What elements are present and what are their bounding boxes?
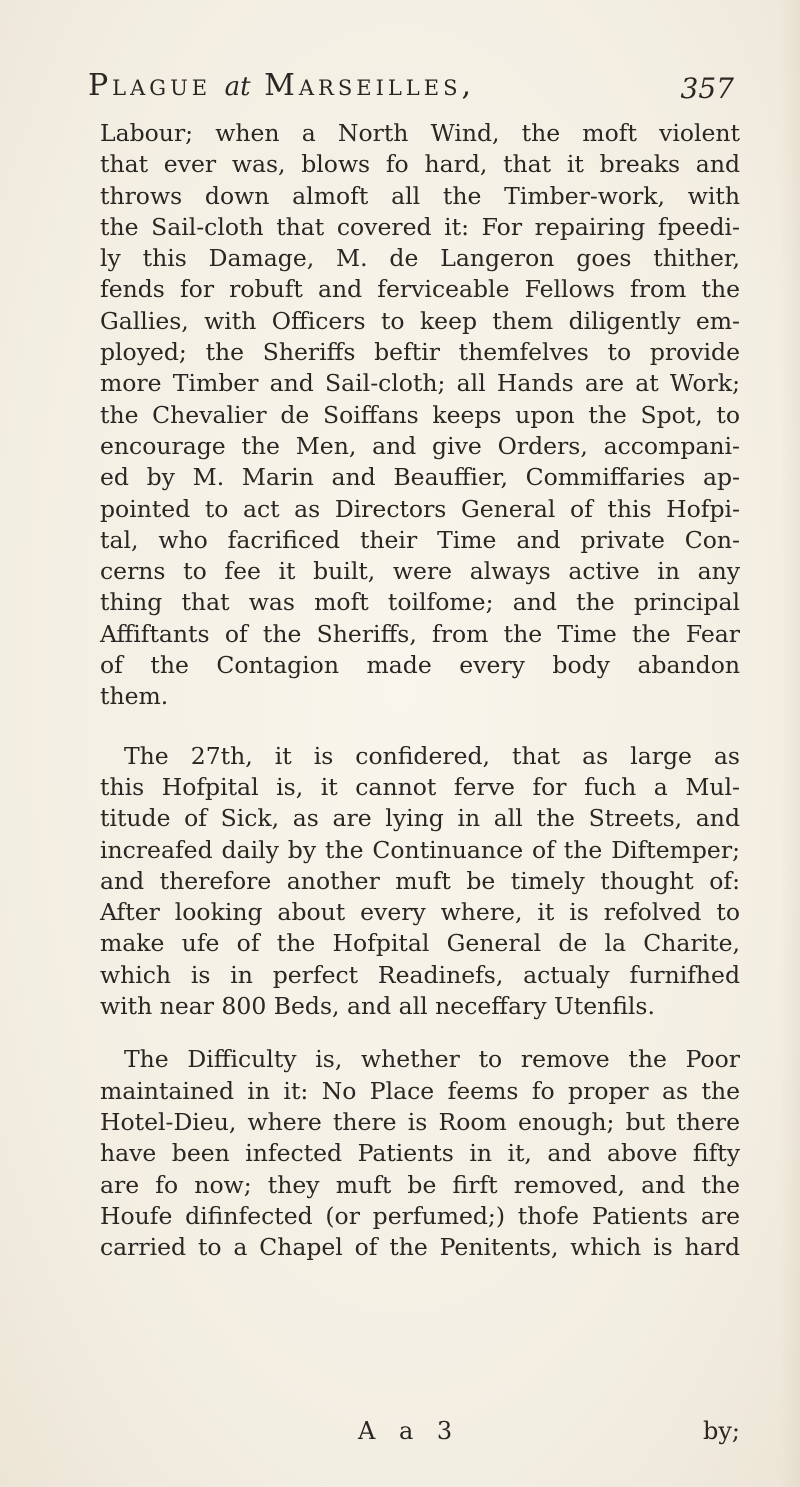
text-line: that ever was, blows fo hard, that it breaks and [100,150,740,179]
text-line: cerns to fee it built, were always active in any [100,557,740,586]
text-line: with near 800 Beds, and all neceffary Utenfils. [100,992,655,1021]
text-line: and therefore another muft be timely thought of: [100,866,740,895]
catchword: by; [702,1417,740,1445]
text-line: The Difficulty is, whether to remove the Poor [124,1045,740,1074]
text-line: titude of Sick, as are lying in all the Streets, and [100,804,740,833]
text-line: are fo now; they muft be firft removed, and the [100,1170,740,1199]
running-title-connector: at [224,72,251,102]
text-line: maintained in it: No Place feems fo proper as the [100,1076,740,1105]
text-line: The 27th, it is confidered, that as large as [124,741,740,770]
text-line: pointed to act as Directors General of this Hofpi- [100,494,740,523]
text-line: fends for robuft and ferviceable Fellows from the [100,275,740,304]
text-line: encourage the Men, and give Orders, accompani- [100,431,740,460]
body-text [100,118,740,1263]
text-line: tal, who facrificed their Time and private Con- [100,525,740,554]
signature-mark: A a 3 [358,1417,461,1445]
text-line: throws down almoft all the Timber-work, with [100,181,740,210]
text-line: Affiftants of the Sheriffs, from the Time the Fear [100,619,740,648]
text-line: this Hofpital is, it cannot ferve for fuch a Mul- [100,772,740,801]
paragraph-2 [100,741,740,1023]
paragraph-3 [100,1044,740,1263]
text-line: ployed; the Sheriffs beftir themfelves to provide [100,338,740,367]
page-number: 357 [680,72,734,105]
page-edge-shadow [780,0,800,1487]
text-line: Labour; when a North Wind, the moft violent [100,119,740,147]
text-line: them. [100,682,169,711]
text-line: Hotel-Dieu, where there is Room enough; but there [100,1107,740,1136]
paragraph-1 [100,118,740,713]
text-line: have been infected Patients in it, and above fifty [100,1139,740,1168]
running-title [88,68,475,103]
text-line: thing that was moft toilfome; and the principal [100,588,740,617]
text-line: increafed daily by the Continuance of the Diftemper; [100,835,740,864]
page-footer [300,1417,740,1449]
text-line: Gallies, with Officers to keep them diligently em- [100,306,740,335]
text-line: the Chevalier de Soiffans keeps upon the Spot, to [100,400,740,429]
text-line: carried to a Chapel of the Penitents, which is hard [100,1233,740,1262]
text-line: Houfe difinfected (or perfumed;) thofe Patients are [100,1201,740,1230]
page-header [88,64,734,112]
text-line: more Timber and Sail-cloth; all Hands are at Work; [100,369,740,398]
running-title-part2: Marseilles, [264,68,476,103]
text-line: make ufe of the Hofpital General de la Charite, [100,929,740,958]
text-line: ed by M. Marin and Beauffier, Commiffaries ap- [100,463,740,492]
text-line: of the Contagion made every body abandon [100,651,740,680]
text-line: the Sail-cloth that covered it: For repairing fpeedi- [100,212,740,241]
paragraph-gap [100,1022,740,1044]
paragraph-gap [100,713,740,741]
text-line: which is in perfect Readinefs, actualy furnifhed [100,960,740,989]
running-title-part1: Plague [88,68,212,103]
text-line: ly this Damage, M. de Langeron goes thither, [100,244,740,273]
text-line: After looking about every where, it is refolved to [100,898,740,927]
